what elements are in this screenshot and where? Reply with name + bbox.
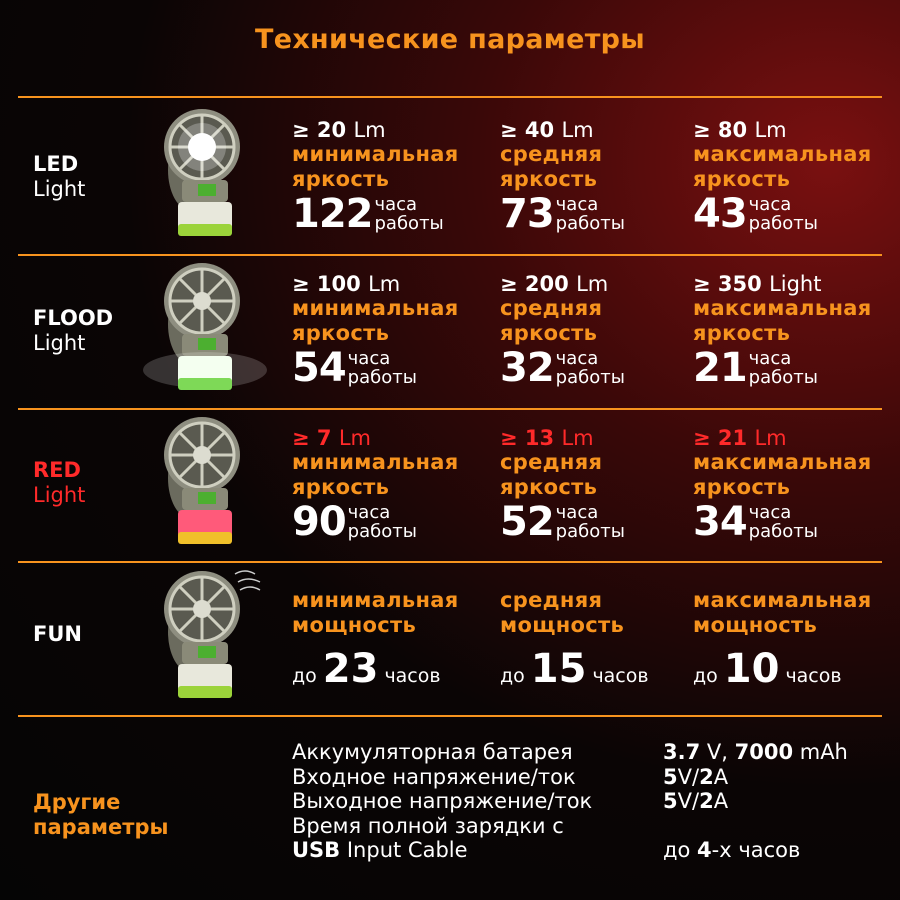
spec-values [663, 740, 848, 863]
lumens: ≥ 100 Lm [292, 272, 401, 296]
spec-cell [693, 272, 893, 390]
spec-names [292, 740, 592, 863]
level-sub: яркость [292, 167, 390, 191]
fan-lamp-icon [140, 102, 270, 242]
page-title: Технические параметры [254, 24, 646, 55]
divider [18, 561, 882, 563]
output-value: 5V/2A [663, 789, 729, 813]
spec-name: USB Input Cable [292, 838, 468, 862]
mode-label [33, 622, 82, 647]
lumens: ≥ 350 Light [693, 272, 822, 296]
runtime: 90 часа работы [292, 499, 417, 545]
mode-name: RED [33, 458, 81, 482]
mode-label [33, 458, 85, 508]
spacer [663, 814, 848, 839]
lumens: ≥ 20 Lm [292, 118, 386, 142]
fan-lamp-icon [140, 256, 270, 396]
mode-name: FUN [33, 622, 82, 646]
mode-sub: Light [33, 483, 86, 507]
level-sub: мощность [693, 613, 818, 637]
level: средняя [500, 588, 603, 612]
level: средняя [500, 450, 603, 474]
level-sub: яркость [500, 475, 598, 499]
level: максимальная [693, 142, 872, 166]
level-sub: мощность [500, 613, 625, 637]
divider [18, 96, 882, 98]
level: минимальная [292, 588, 459, 612]
charge-time-value: до 4-х часов [663, 838, 801, 862]
lumens: ≥ 200 Lm [500, 272, 609, 296]
mode-name: LED [33, 152, 79, 176]
level-sub: яркость [693, 321, 791, 345]
spec-name: Аккумуляторная батарея [292, 740, 573, 764]
level: максимальная [693, 296, 872, 320]
other-params-label [33, 790, 169, 840]
mode-sub: Light [33, 331, 86, 355]
spec-cell [292, 426, 492, 544]
fan-lamp-icon [140, 564, 270, 704]
level-sub: яркость [693, 475, 791, 499]
spec-name: Выходное напряжение/ток [292, 789, 593, 813]
runtime: 32 часа работы [500, 345, 625, 391]
level-sub: яркость [292, 475, 390, 499]
lumens: ≥ 21 Lm [693, 426, 787, 450]
input-value: 5V/2A [663, 764, 729, 789]
level: минимальная [292, 142, 459, 166]
mode-label [33, 306, 113, 356]
level: максимальная [693, 450, 872, 474]
runtime: 52 часа работы [500, 499, 625, 545]
runtime: до 10 часов [693, 646, 842, 692]
runtime: 21 часа работы [693, 345, 818, 391]
spec-cell [500, 272, 700, 390]
level-sub: мощность [292, 613, 417, 637]
level-sub: яркость [500, 321, 598, 345]
label-line: параметры [33, 815, 169, 839]
level-sub: яркость [292, 321, 390, 345]
lumens: ≥ 80 Lm [693, 118, 787, 142]
spec-name: Время полной зарядки с [292, 813, 564, 838]
runtime: 122 часа работы [292, 191, 444, 237]
spec-cell [693, 118, 893, 236]
level: средняя [500, 296, 603, 320]
runtime: 54 часа работы [292, 345, 417, 391]
divider [18, 715, 882, 717]
mode-name: FLOOD [33, 306, 114, 330]
level: средняя [500, 142, 603, 166]
mode-label [33, 152, 85, 202]
fan-lamp-icon [140, 410, 270, 550]
spec-cell [292, 588, 492, 692]
spec-cell [693, 426, 893, 544]
level-sub: яркость [500, 167, 598, 191]
spec-cell [292, 272, 492, 390]
level-sub: яркость [693, 167, 791, 191]
level: минимальная [292, 296, 459, 320]
mode-sub: Light [33, 177, 86, 201]
spec-cell [292, 118, 492, 236]
runtime: до 15 часов [500, 646, 649, 692]
runtime: 34 часа работы [693, 499, 818, 545]
label-line: Другие [33, 790, 121, 814]
level: минимальная [292, 450, 459, 474]
spec-cell [500, 426, 700, 544]
runtime: 43 часа работы [693, 191, 818, 237]
battery-value: 3.7 V, 7000 mAh [663, 740, 848, 764]
spec-cell [693, 588, 893, 692]
spec-name: Входное напряжение/ток [292, 764, 576, 789]
spec-cell [500, 118, 700, 236]
lumens: ≥ 13 Lm [500, 426, 594, 450]
lumens: ≥ 40 Lm [500, 118, 594, 142]
lumens: ≥ 7 Lm [292, 426, 371, 450]
runtime: до 23 часов [292, 646, 441, 692]
spec-cell [500, 588, 700, 692]
runtime: 73 часа работы [500, 191, 625, 237]
level: максимальная [693, 588, 872, 612]
